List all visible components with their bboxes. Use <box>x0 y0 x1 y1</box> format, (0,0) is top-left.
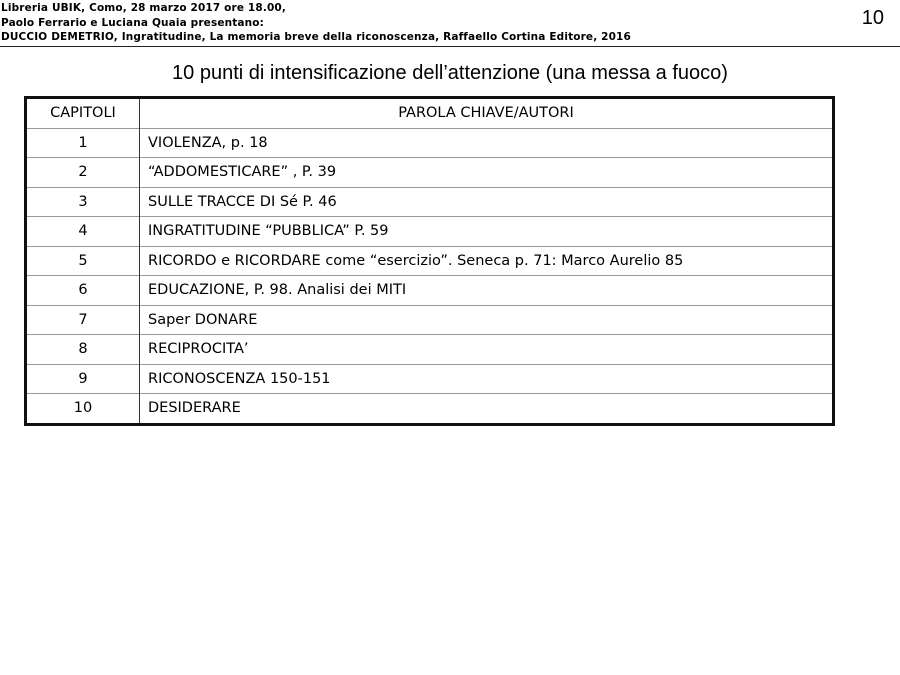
header-text <box>1 1 631 45</box>
table-row <box>26 305 834 335</box>
chapter-number: 5 <box>26 246 140 276</box>
header-line-event: Libreria UBIK, Como, 28 marzo 2017 ore 18.00, <box>1 2 287 14</box>
chapter-keyword: SULLE TRACCE DI Sé P. 46 <box>140 187 834 217</box>
slide-title: 10 punti di intensificazione dell’attenzione (una messa a fuoco) <box>172 62 728 84</box>
header-line-book: DUCCIO DEMETRIO, Ingratitudine, La memoria breve della riconoscenza, Raffaello Cortina Editore, 2016 <box>1 31 631 43</box>
chapter-keyword: DESIDERARE <box>140 394 834 425</box>
table-header-row <box>26 98 834 129</box>
table-row <box>26 187 834 217</box>
header-line-presenters: Paolo Ferrario e Luciana Quaia presentano: <box>1 16 264 29</box>
chapter-keyword: INGRATITUDINE “PUBBLICA” P. 59 <box>140 217 834 247</box>
chapter-keyword: RICONOSCENZA 150-151 <box>140 364 834 394</box>
chapter-keyword: RECIPROCITA’ <box>140 335 834 365</box>
chapter-keyword: Saper DONARE <box>140 305 834 335</box>
table-row <box>26 246 834 276</box>
chapter-number: 7 <box>26 305 140 335</box>
table-row <box>26 128 834 158</box>
chapter-keyword: EDUCAZIONE, P. 98. Analisi dei MITI <box>140 276 834 306</box>
table-row <box>26 217 834 247</box>
table-row <box>26 276 834 306</box>
column-header-chapters: CAPITOLI <box>26 98 140 129</box>
chapter-keyword: “ADDOMESTICARE” , P. 39 <box>140 158 834 188</box>
chapter-number: 3 <box>26 187 140 217</box>
chapter-keyword: VIOLENZA, p. 18 <box>140 128 834 158</box>
chapters-table <box>24 96 835 426</box>
chapter-number: 9 <box>26 364 140 394</box>
slide-header <box>0 0 900 47</box>
chapter-number: 2 <box>26 158 140 188</box>
chapter-number: 4 <box>26 217 140 247</box>
table-row <box>26 394 834 425</box>
chapter-number: 8 <box>26 335 140 365</box>
column-header-keywords: PAROLA CHIAVE/AUTORI <box>398 105 574 122</box>
chapter-number: 6 <box>26 276 140 306</box>
page-number: 10 <box>861 7 884 29</box>
chapter-keyword: RICORDO e RICORDARE come “esercizio”. Seneca p. 71: Marco Aurelio 85 <box>140 246 834 276</box>
table-row <box>26 364 834 394</box>
chapter-number: 10 <box>26 394 140 425</box>
table-row <box>26 158 834 188</box>
chapter-number: 1 <box>26 128 140 158</box>
table-row <box>26 335 834 365</box>
